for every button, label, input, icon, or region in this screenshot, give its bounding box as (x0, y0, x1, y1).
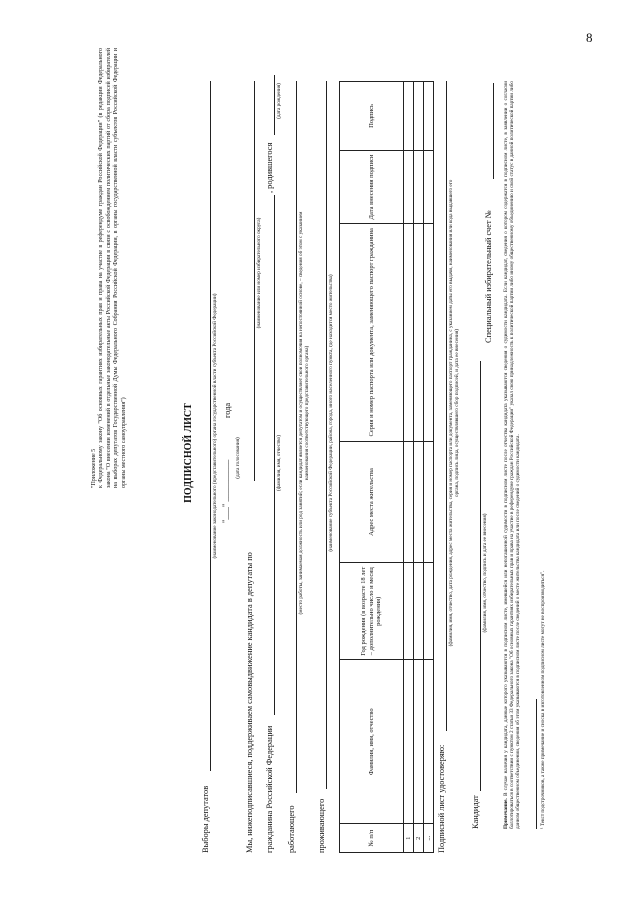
doc-title: ПОДПИСНОЙ ЛИСТ (183, 403, 194, 503)
cell (414, 563, 424, 660)
cell (404, 563, 414, 660)
doc-title-wrap (183, 43, 194, 863)
caption-body: (наименование законодательного (представительного) органа государственной власти субъекта Российской Федерации) (212, 293, 218, 559)
table-row (414, 82, 424, 853)
appendix-block (91, 48, 128, 488)
cell (404, 82, 414, 151)
special-account: Специальный избирательный счет № (484, 210, 493, 343)
caption-fio: (фамилия, имя, отчество) (276, 435, 282, 491)
cell (404, 441, 414, 563)
cell (414, 150, 424, 223)
caption-birth: (дата рождения) (276, 83, 282, 119)
page-number: 8 (586, 30, 593, 45)
working-line (296, 81, 297, 793)
header-passport: Серия и номер паспорта или документа, заменяющего паспорт гражданина (340, 224, 404, 441)
table-header-row (340, 82, 404, 853)
row-number: 1 (404, 824, 414, 853)
header-num: № п/п (340, 824, 404, 853)
birth-line (274, 75, 275, 135)
cell (424, 150, 434, 223)
cell (424, 224, 434, 441)
cell (424, 660, 434, 824)
cell (424, 441, 434, 563)
cell (404, 224, 414, 441)
living-label: проживающего (317, 798, 326, 853)
citizen-line (274, 195, 275, 715)
certified-label: Подписной лист удостоверяю: (437, 744, 446, 853)
certifier-line (446, 81, 447, 731)
cell (414, 224, 424, 441)
cell (414, 82, 424, 151)
appendix-text: к Федеральному закону "Об основных гарантиях избирательных прав и права на участие в референдуме граждан Российской Федерации" (в редакции Федерального закона "О внесении изменений в отдельные законодательные акты Российской Федерации в связи с освобождением политических партий от сбора подписей избирателей на выборах депутатов Государственной Думы Федерального Собрания Российской Федерации, в органы государственной власти субъектов Российской Федерации и органы местного самоуправления") (98, 48, 127, 488)
header-birth-year: Год рождения (в возрасте 18 лет – дополнительно число и месяц рождения) (340, 563, 404, 660)
caption-candidate: (фамилия, имя, отчество, подпись и дата ее внесения) (482, 513, 488, 633)
we-text: Мы, нижеподписавшиеся, поддерживаем самовыдвижение кандидата в депутаты по (245, 552, 254, 853)
table-row (404, 82, 414, 853)
note-block (503, 81, 521, 829)
appendix-title: "Приложение 5 (91, 448, 97, 488)
year-label: года (223, 402, 232, 418)
caption-district: (наименование или номер избирательного округа) (256, 217, 262, 329)
date-quote: "___" __________ (221, 459, 230, 523)
cell (404, 660, 414, 824)
account-line (493, 83, 494, 179)
caption-certifier: (фамилия, имя, отчество, дата рождения, адрес места жительства, серия и номер паспорта или документа, заменяющего паспорт гражданина, с указанием даты его выдачи, наименования или кода выдавшего его органа, подпись лица, осуществлявшего сбор подписей, и дата ее внесения) (448, 179, 460, 647)
table-row (424, 82, 434, 853)
footnote: ¹ Текст подстрочников, а также примечание и сноска в изготовленном подписном листе могут не воспроизводиться". (540, 570, 546, 829)
district-line (254, 81, 255, 481)
row-number: 2 (414, 824, 424, 853)
candidate-label: Кандидат (471, 795, 480, 829)
candidate-line (480, 361, 481, 791)
caption-work: (место работы, занимаемая должность или род занятий; если кандидат является депутатом и осуществляет свои полномочия на непостоянной основе, – сведения об этом с указанием наименования соответствующего представительного органа) (298, 211, 310, 615)
note-text: В случае наличия у кандидата, данные которого указываются в подписном листе, имевшейся или непогашенной судимости в подписном листе после отчества кандидата указываются сведения о судимости кандидата. Если кандидат, сведения о котором содержатся в подписном листе, в заявлении о согласии баллотироваться в соответствии с пунктом 2 статьи 33 Федерального закона "Об основных гарантиях избирательных прав и права на участие в референдуме граждан Российской Федерации" указал свою принадлежность к политической партии либо иному общественному объединению и свой статус в данной политической партии либо данном общественном объединении, сведения об этом указываются в подписном листе после сведений о месте жительства кандидата или после сведений о судимости кандидата. (503, 81, 521, 829)
elections-label: Выборы депутатов (201, 785, 210, 853)
born-label: , родившегося (265, 142, 274, 193)
elections-line (210, 81, 211, 771)
header-fio: Фамилия, имя, отчество (340, 660, 404, 824)
cell (414, 660, 424, 824)
living-line (326, 81, 327, 789)
caption-date: (дата голосования) (235, 437, 241, 479)
row-number: ... (424, 824, 434, 853)
cell (424, 563, 434, 660)
header-date: Дата внесения подписи (340, 150, 404, 223)
working-label: работающего (287, 805, 296, 853)
cell (404, 150, 414, 223)
cell (414, 441, 424, 563)
caption-address: (наименование субъекта Российской Федерации, района, города, иного населенного пункта, где находится место жительства) (328, 274, 334, 552)
citizen-label: гражданина Российской Федерации (265, 725, 274, 853)
header-signature: Подпись (340, 82, 404, 151)
cell (424, 82, 434, 151)
rotated-signature-sheet (85, 43, 555, 863)
header-address: Адрес места жительства (340, 441, 404, 563)
note-label: Примечание. (503, 798, 509, 829)
footnote-rule (536, 699, 537, 829)
signatures-table (339, 81, 434, 853)
